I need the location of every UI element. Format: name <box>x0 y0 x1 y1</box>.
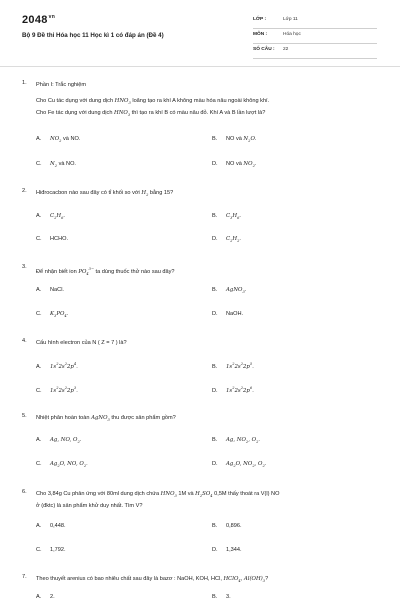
question-stem <box>36 489 386 511</box>
option-d[interactable]: D. $C_2H_2$. <box>212 236 241 244</box>
option-a[interactable]: A. 0,448. <box>36 523 66 529</box>
meta-key: MÔN : <box>253 32 268 37</box>
question-number: 5. <box>22 413 27 419</box>
option-d[interactable]: D. NaOH. <box>212 311 244 317</box>
header-divider <box>0 66 400 67</box>
option-b[interactable]: B. $1s^22s^22p^5$. <box>212 362 254 370</box>
section-heading: Phần I: Trắc nghiệm <box>36 82 87 88</box>
option-d[interactable]: D. $Ag_2O$, $NO_2$, $O_2$. <box>212 461 267 469</box>
meta-key: LỚP : <box>253 17 267 22</box>
question-number: 6. <box>22 489 27 495</box>
option-c[interactable]: C. 1,792. <box>36 547 66 553</box>
meta-table <box>253 14 377 59</box>
option-b[interactable]: B. 0,896. <box>212 523 242 529</box>
question-number: 4. <box>22 338 27 344</box>
meta-value: 22 <box>283 47 289 52</box>
meta-value: Lớp 11 <box>283 17 298 22</box>
option-b[interactable]: B. Ag, $NO_2$, $O_2$. <box>212 437 260 445</box>
option-d[interactable]: D. 1,344. <box>212 547 242 553</box>
meta-row-subject <box>253 29 377 44</box>
stem-line: Cho Fe tác dụng với dung dịch $HNO_3$ thì tạo ra khí B có màu nâu đỏ. Khí A và B lần lượt là? <box>36 110 266 118</box>
option-b[interactable]: B. NO và $N_2O$. <box>212 136 257 144</box>
option-c[interactable]: C. $N_2$ và NO. <box>36 161 76 169</box>
stem-line: Cho Cu tác dụng với dung dịch $HNO_3$ loãng tạo ra khí A không màu hóa nâu ngoài không khí. <box>36 98 270 106</box>
question-stem: Cấu hình electron của N ( Z = 7 ) là? <box>36 340 127 346</box>
option-a[interactable]: A. Ag, NO, $O_2$. <box>36 437 82 445</box>
question-stem: Để nhận biết ion $PO_4^{3-}$ ta dùng thuốc thử nào sau đây? <box>36 267 175 276</box>
option-c[interactable]: C. $1s^22s^22p^3$. <box>36 386 78 394</box>
question-number: 1. <box>22 80 27 86</box>
question-stem: Hiđrocacbon nào sau đây có tỉ khối so với $H_2$ bằng 15? <box>36 190 174 198</box>
option-a[interactable]: A. $C_2H_6$. <box>36 213 65 221</box>
stem-line: Cho 3,84g Cu phản ứng với 80ml dung dịch chứa $HNO_3$ 1M và $H_2SO_4$ 0,5M thấy thoát ra V(l) NO <box>36 491 280 499</box>
site-logo[interactable]: $2048^{vn}$ <box>22 14 56 26</box>
meta-row-count <box>253 44 377 59</box>
option-a[interactable]: A. 2. <box>36 594 55 600</box>
option-b[interactable]: B. AgNO$_3$. <box>212 287 247 295</box>
option-d[interactable]: D. NO và $NO_2$. <box>212 161 257 169</box>
option-c[interactable]: C. HCHO. <box>36 236 69 242</box>
question-number: 2. <box>22 188 27 194</box>
option-a[interactable]: A. NaCl. <box>36 287 64 293</box>
question-stem: Theo thuyết arenius có bao nhiêu chất sau đây là bazơ : NaOH, KOH, HCl, HClO$_4$, $Al(OH)_3$? <box>36 576 269 584</box>
option-b[interactable]: B. $C_3H_6$. <box>212 213 241 221</box>
option-c[interactable]: C. $Ag_2O$, NO, $O_2$. <box>36 461 88 469</box>
option-c[interactable]: C. $K_3PO_4$. <box>36 311 69 319</box>
option-b[interactable]: B. 3. <box>212 594 231 600</box>
option-a[interactable]: A. $1s^22s^22p^4$. <box>36 362 78 370</box>
option-a[interactable]: A. $NO_2$ và NO. <box>36 136 81 144</box>
question-number: 7. <box>22 574 27 580</box>
stem-line: ở (đktc) là sản phẩm khử duy nhất. Tìm V? <box>36 503 143 510</box>
meta-key: SỐ CÂU : <box>253 47 275 52</box>
document-title: Bộ 9 Đề thi Hóa học 11 Học kì 1 có đáp án (Đề 4) <box>22 32 164 39</box>
question-stem <box>36 80 386 120</box>
meta-value: Hóa học <box>283 32 301 37</box>
meta-row-class <box>253 14 377 29</box>
page-header <box>0 0 400 66</box>
question-stem: Nhiệt phân hoàn toàn AgNO$_3$ thu được sản phẩm gồm? <box>36 415 176 423</box>
option-d[interactable]: D. $1s^22s^22p^6$. <box>212 386 254 394</box>
question-number: 3. <box>22 264 27 270</box>
